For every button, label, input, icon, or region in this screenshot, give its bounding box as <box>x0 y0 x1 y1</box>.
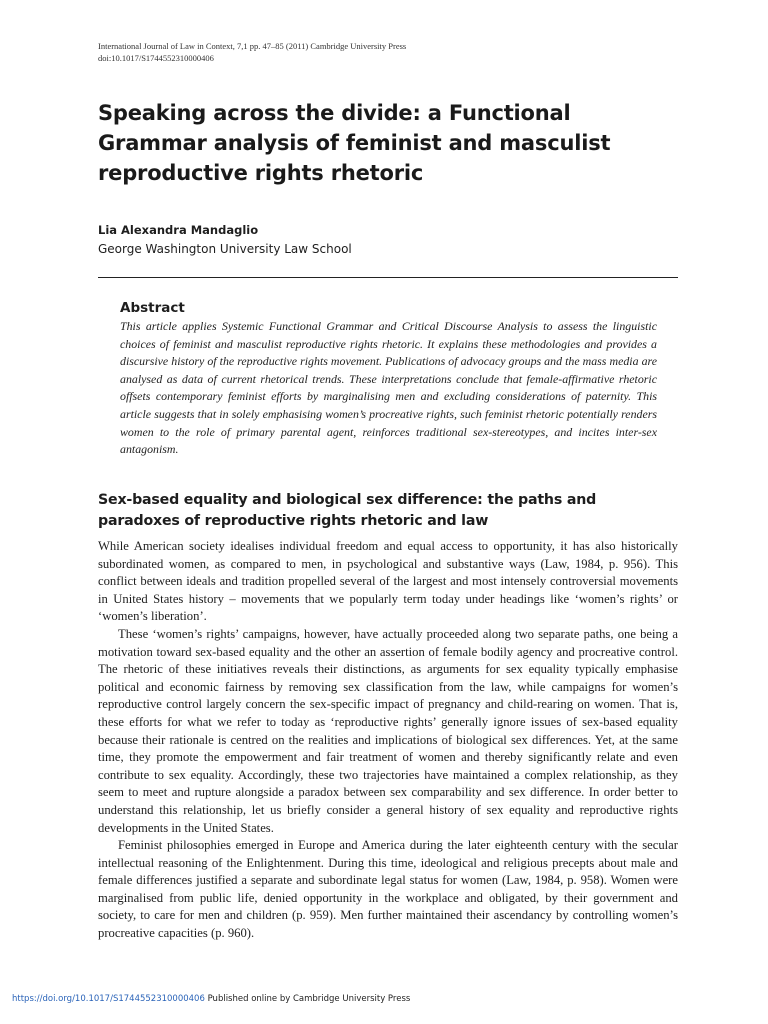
author-name: Lia Alexandra Mandaglio <box>98 223 259 237</box>
body-paragraph: While American society idealises individual freedom and equal access to opportunity, it has also historically subordinated women, as compared to men, in psychological and substantive ways (Law, 1984, p. 956). This conflict between ideals and tradition propelled several of the largest and most intensely controversial movements in United States history – movements that we popularly term today under headings like ‘women’s rights’ or ‘women’s liberation’. <box>98 539 678 624</box>
section-heading: Sex-based equality and biological sex difference: the paths and paradoxes of reproductive rights rhetoric and law <box>98 492 597 529</box>
body-text <box>98 538 678 943</box>
page-footer <box>12 993 410 1005</box>
published-online-note: Published online by Cambridge University Press <box>204 994 411 1004</box>
body-paragraph: Feminist philosophies emerged in Europe and America during the later eighteenth century with the secular intellectual reasoning of the Enlightenment. During this time, ideological and religious precepts about male and female differences justified a separate and subordinate legal status for women (Law, 1984, p. 958). Women were marginalised from public life, denied opportunity in the workplace and obligated, by their government and society, to care for men and children (p. 959). Men further maintained their ascendancy by controlling women’s procreative capacities (p. 960). <box>98 838 678 941</box>
header-divider <box>98 277 678 278</box>
abstract-text: This article applies Systemic Functional Grammar and Critical Discourse Analysis to assess the linguistic choices of feminist and masculist reproductive rights rhetoric. It explains these methodologies and provides a discursive history of the reproductive rights movement. Publications of advocacy groups and the mass media are analysed as data of current rhetorical trends. These interpretations conclude that female-affirmative rhetoric offsets contemporary feminist efforts by marginalising men and excluding considerations of paternity. This article suggests that in solely emphasising women’s procreative rights, such feminist rhetoric potentially renders women to the role of primary parental agent, reinforces traditional sex-stereotypes, and incites inter-sex antagonism. <box>120 319 657 457</box>
doi-link[interactable]: https://doi.org/10.1017/S1744552310000406 <box>12 994 205 1004</box>
abstract-heading: Abstract <box>120 300 185 316</box>
journal-citation <box>98 40 406 64</box>
journal-info-line: International Journal of Law in Context, 7,1 pp. 47–85 (2011) Cambridge University Press <box>98 41 407 51</box>
body-paragraph: These ‘women’s rights’ campaigns, however, have actually proceeded along two separate paths, one being a motivation toward sex-based equality and the other an assertion of female bodily agency and procreative control. The rhetoric of these initiatives reveals their distinctions, as arguments for sex equality typically emphasise political and economic fairness by removing sex classification from the law, while campaigns for women’s reproductive control largely concern the sex-specific impact of pregnancy and child-rearing on women. That is, these efforts for what we refer to today as ‘reproductive rights’ generally ignore issues of sex-based equality because their rationale is centred on the realities and implications of biological sex differences. Yet, at the same time, they promote the empowerment and fair treatment of women and thereby significantly relate and even contribute to sex equality. Accordingly, these two trajectories have maintained a complex relationship, as they seem to meet and rupture alongside a paradox between sex comparability and sex difference. In order better to understand this relationship, let us briefly consider a general history of sex equality and reproductive rights developments in the United States. <box>98 626 678 835</box>
author-affiliation: George Washington University Law School <box>98 242 352 256</box>
journal-doi-line: doi:10.1017/S1744552310000406 <box>98 53 214 63</box>
article-title: Speaking across the divide: a Functional Grammar analysis of feminist and masculist reproductive rights rhetoric <box>98 101 611 185</box>
